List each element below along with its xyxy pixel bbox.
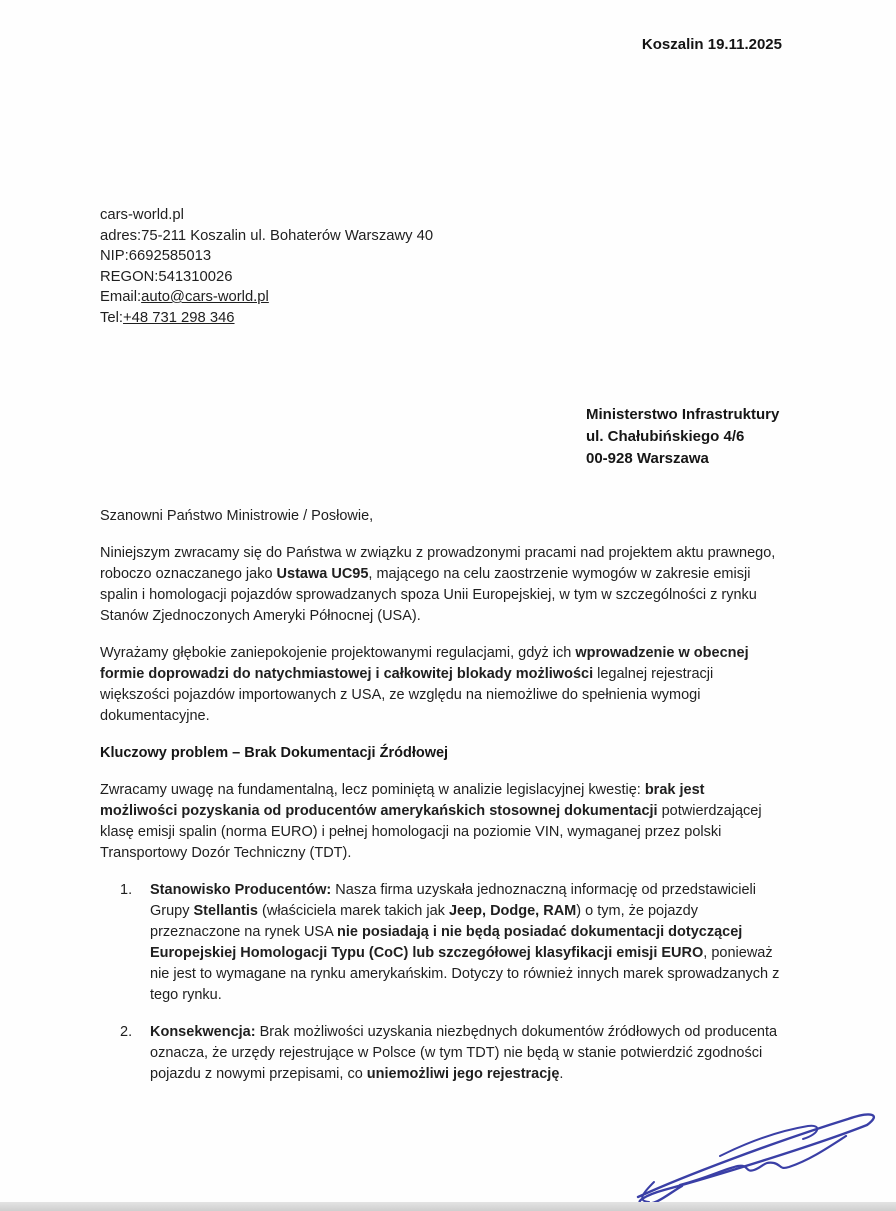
letter-date: Koszalin 19.11.2025: [641, 36, 782, 53]
recipient-street: ul. Chałubińskiego 4/6: [586, 428, 745, 445]
section-heading: Kluczowy problem – Brak Dokumentacji Źródłowej: [100, 745, 449, 761]
recipient-name: Ministerstwo Infrastruktury: [586, 406, 780, 423]
recipient-block: [586, 404, 779, 470]
list-item: [100, 1022, 784, 1085]
sender-email: Email:auto@cars-world.pl: [100, 289, 269, 305]
recipient-city: 00-928 Warszawa: [586, 450, 709, 467]
sender-block: [100, 205, 433, 328]
scan-bottom-edge: [0, 1202, 896, 1211]
signature-icon: [624, 1096, 888, 1208]
list-item-text: Stanowisko Producentów: Nasza firma uzyskała jednoznaczną informację od przedstawicieli Grupy Stellantis (właściciela marek takich jak Jeep, Dodge, RAM) o tym, że pojazdy przeznaczone na rynek USA nie posiadają i nie będą posiadać dokumentacji dotyczącej Europejskiej Homologacji Typu (CoC) lub szczegółowej klasyfikacji emisji EURO, ponieważ nie jest to wymagane na rynku amerykańskim. Dotyczy to również innych marek sprowadzanych z tego rynku.: [150, 882, 780, 1003]
sender-nip: NIP:6692585013: [100, 248, 212, 264]
list-item-number: 2.: [120, 1024, 133, 1040]
list-item-number: 1.: [120, 882, 133, 898]
sender-regon: REGON:541310026: [100, 268, 233, 285]
sender-name: cars-world.pl: [100, 207, 184, 223]
sender-address: adres:75-211 Koszalin ul. Bohaterów Warszawy 40: [100, 227, 434, 244]
paragraph-concern: Wyrażamy głębokie zaniepokojenie projektowanymi regulacjami, gdyż ich wprowadzenie w obecnej formie doprowadzi do natychmiastowej i całkowitej blokady możliwości legalnej rejestracji większości pojazdów importowanych z USA, ze względu na niemożliwe do spełnienia wymogi dokumentacyjne.: [100, 645, 749, 724]
list-item-text: Konsekwencja: Brak możliwości uzyskania niezbędnych dokumentów źródłowych od producenta oznacza, że urzędy rejestrujące w Polsce (w tym TDT) nie będą w stanie potwierdzić zgodności pojazdu z nowymi przepisami, co uniemożliwi jego rejestrację.: [150, 1024, 778, 1082]
paragraph-key-problem: Zwracamy uwagę na fundamentalną, lecz pominiętą w analizie legislacyjnej kwestię: brak jest możliwości pozyskania od producentów amerykańskich stosownej dokumentacji potwierdzającej klasę emisji spalin (norma EURO) i pełnej homologacji na poziomie VIN, wymaganej przez polski Transportowy Dozór Techniczny (TDT).: [100, 782, 762, 861]
list-item: [100, 880, 784, 1006]
numbered-list: [100, 880, 784, 1085]
sender-phone: Tel:+48 731 298 346: [100, 309, 235, 326]
salutation: Szanowni Państwo Ministrowie / Posłowie,: [100, 508, 374, 524]
handwritten-signature: [624, 1096, 888, 1208]
paragraph-intro: Niniejszym zwracamy się do Państwa w związku z prowadzonymi pracami nad projektem aktu prawnego, roboczo oznaczanego jako Ustawa UC95, mającego na celu zaostrzenie wymogów w zakresie emisji spalin i homologacji pojazdów sprowadzanych spoza Unii Europejskiej, w tym w szczególności z rynku Stanów Zjednoczonych Ameryki Północnej (USA).: [100, 545, 776, 624]
letter-body: [100, 506, 784, 1101]
